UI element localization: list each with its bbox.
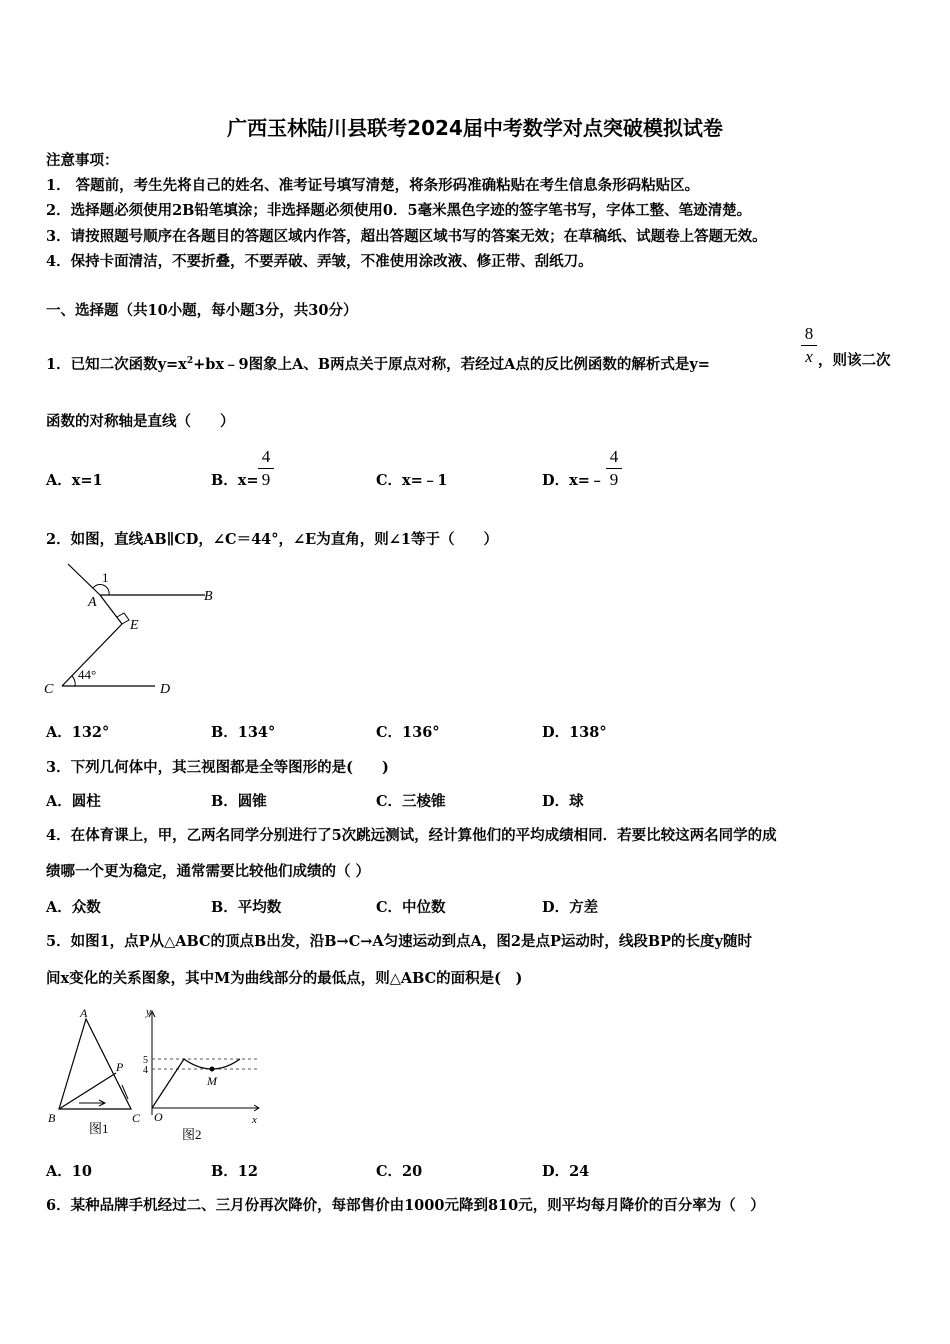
q4-option-c[interactable]: C．中位数 bbox=[376, 899, 446, 916]
q5-segment-bp bbox=[59, 1073, 116, 1109]
q3-option-c[interactable]: C．三棱锥 bbox=[376, 793, 446, 810]
q5-fig1-label-p: P bbox=[116, 1060, 124, 1074]
q5-stem-line1: 5．如图1，点P从△ABC的顶点B出发，沿B→C→A匀速运动到点A，图2是点P运动时，线段BP的长度y随时 bbox=[46, 933, 752, 950]
q2-figure bbox=[40, 558, 240, 703]
q1-stem-line2: 函数的对称轴是直线（ ） bbox=[46, 413, 235, 430]
q2-label-1: 1 bbox=[102, 570, 109, 585]
q2-line-upper-ray bbox=[68, 564, 100, 595]
q1-fraction: 8 x bbox=[801, 325, 817, 366]
q5-fig2-label-x: x bbox=[252, 1114, 257, 1126]
page-title: 广西玉林陆川县联考2024届中考数学对点突破模拟试卷 bbox=[227, 116, 723, 140]
q4-stem-line2: 绩哪一个更为稳定，通常需要比较他们成绩的（ ） bbox=[46, 863, 371, 880]
q2-option-b[interactable]: B．134° bbox=[211, 724, 276, 741]
q5-stem-line2: 间x变化的关系图象，其中M为曲线部分的最低点，则△ABC的面积是( ) bbox=[46, 970, 523, 987]
q2-stem: 2．如图，直线AB∥CD，∠C＝44°，∠E为直角，则∠1等于（ ） bbox=[46, 531, 498, 548]
q2-option-a[interactable]: A．132° bbox=[46, 724, 110, 741]
q5-fig2-tick-4: 4 bbox=[143, 1065, 148, 1076]
q3-stem: 3．下列几何体中，其三视图都是全等图形的是( ) bbox=[46, 759, 389, 776]
q3-option-d[interactable]: D．球 bbox=[542, 793, 584, 810]
q6-stem: 6．某种品牌手机经过二、三月份再次降价，每部售价由1000元降到810元，则平均每月降价的百分率为（ ） bbox=[46, 1197, 765, 1214]
q2-angle-label: 44° bbox=[78, 667, 97, 682]
notice-item-1: 1． 答题前，考生先将自己的姓名、准考证号填写清楚，将条形码准确粘贴在考生信息条形码粘贴区。 bbox=[46, 177, 700, 194]
q1-option-b-fraction: 4 9 bbox=[258, 448, 274, 489]
q5-fig1-label-c: C bbox=[132, 1111, 141, 1125]
q5-option-b[interactable]: B．12 bbox=[211, 1163, 258, 1180]
q4-option-d[interactable]: D．方差 bbox=[542, 899, 599, 916]
q2-line-ae bbox=[100, 595, 122, 624]
notice-heading: 注意事项： bbox=[46, 152, 119, 169]
q2-label-e: E bbox=[130, 618, 139, 633]
q4-option-b[interactable]: B．平均数 bbox=[211, 899, 282, 916]
q5-fig1-caption: 图1 bbox=[89, 1121, 109, 1136]
q5-fig2-tick-5: 5 bbox=[143, 1055, 148, 1066]
q2-right-angle-mark bbox=[117, 613, 129, 624]
q5-figures bbox=[44, 1005, 274, 1150]
q1-option-a[interactable]: A．x=1 bbox=[46, 472, 103, 489]
notice-item-2: 2．选择题必须使用2B铅笔填涂；非选择题必须使用0．5毫米黑色字迹的签字笔书写，字体工整、笔迹清楚。 bbox=[46, 202, 752, 219]
q1-option-d-fraction: 4 9 bbox=[606, 448, 622, 489]
q1-option-b[interactable]: B．x= bbox=[211, 472, 259, 489]
q5-fig2-caption: 图2 bbox=[182, 1127, 202, 1142]
q5-option-d[interactable]: D．24 bbox=[542, 1163, 590, 1180]
q1-option-c[interactable]: C．x=﹣1 bbox=[376, 472, 448, 489]
q5-graph-curve bbox=[152, 1059, 240, 1108]
q3-option-b[interactable]: B．圆锥 bbox=[211, 793, 267, 810]
q2-option-d[interactable]: D．138° bbox=[542, 724, 607, 741]
q1-stem-end: ，则该二次 bbox=[818, 352, 891, 369]
q5-fig1-label-a: A bbox=[80, 1006, 88, 1020]
notice-item-3: 3．请按照题号顺序在各题目的答题区域内作答，超出答题区域书写的答案无效；在草稿纸、试题卷上答题无效。 bbox=[46, 228, 767, 245]
q1-stem: 1．已知二次函数$y=x^2+bx﹣9$图象上A、B两点关于原点对称，若经过A点的反比例函数的解析式是y= bbox=[46, 355, 710, 373]
q5-option-a[interactable]: A．10 bbox=[46, 1163, 92, 1180]
q2-option-c[interactable]: C．136° bbox=[376, 724, 440, 741]
q2-label-a: A bbox=[88, 595, 97, 610]
q5-fig2-label-o: O bbox=[154, 1110, 163, 1124]
notice-item-4: 4．保持卡面清洁，不要折叠，不要弄破、弄皱，不准使用涂改液、修正带、刮纸刀。 bbox=[46, 253, 593, 270]
q5-fig2-label-m: M bbox=[207, 1074, 217, 1088]
q2-label-b: B bbox=[204, 589, 213, 604]
q3-option-a[interactable]: A．圆柱 bbox=[46, 793, 101, 810]
q2-label-d: D bbox=[160, 682, 171, 697]
q4-option-a[interactable]: A．众数 bbox=[46, 899, 101, 916]
q4-stem-line1: 4．在体育课上，甲，乙两名同学分别进行了5次跳远测试，经计算他们的平均成绩相同．若要比较这两名同学的成 bbox=[46, 827, 777, 844]
q5-point-m bbox=[210, 1067, 215, 1072]
q2-label-c: C bbox=[44, 682, 54, 697]
q5-fig1-label-b: B bbox=[48, 1111, 56, 1125]
q5-option-c[interactable]: C．20 bbox=[376, 1163, 423, 1180]
q2-angle-c-arc bbox=[72, 676, 75, 686]
q1-option-d[interactable]: D．x=﹣ bbox=[542, 472, 605, 489]
q5-fig2-label-y: y bbox=[146, 1006, 151, 1018]
section-heading: 一、选择题（共10小题，每小题3分，共30分） bbox=[46, 302, 358, 319]
